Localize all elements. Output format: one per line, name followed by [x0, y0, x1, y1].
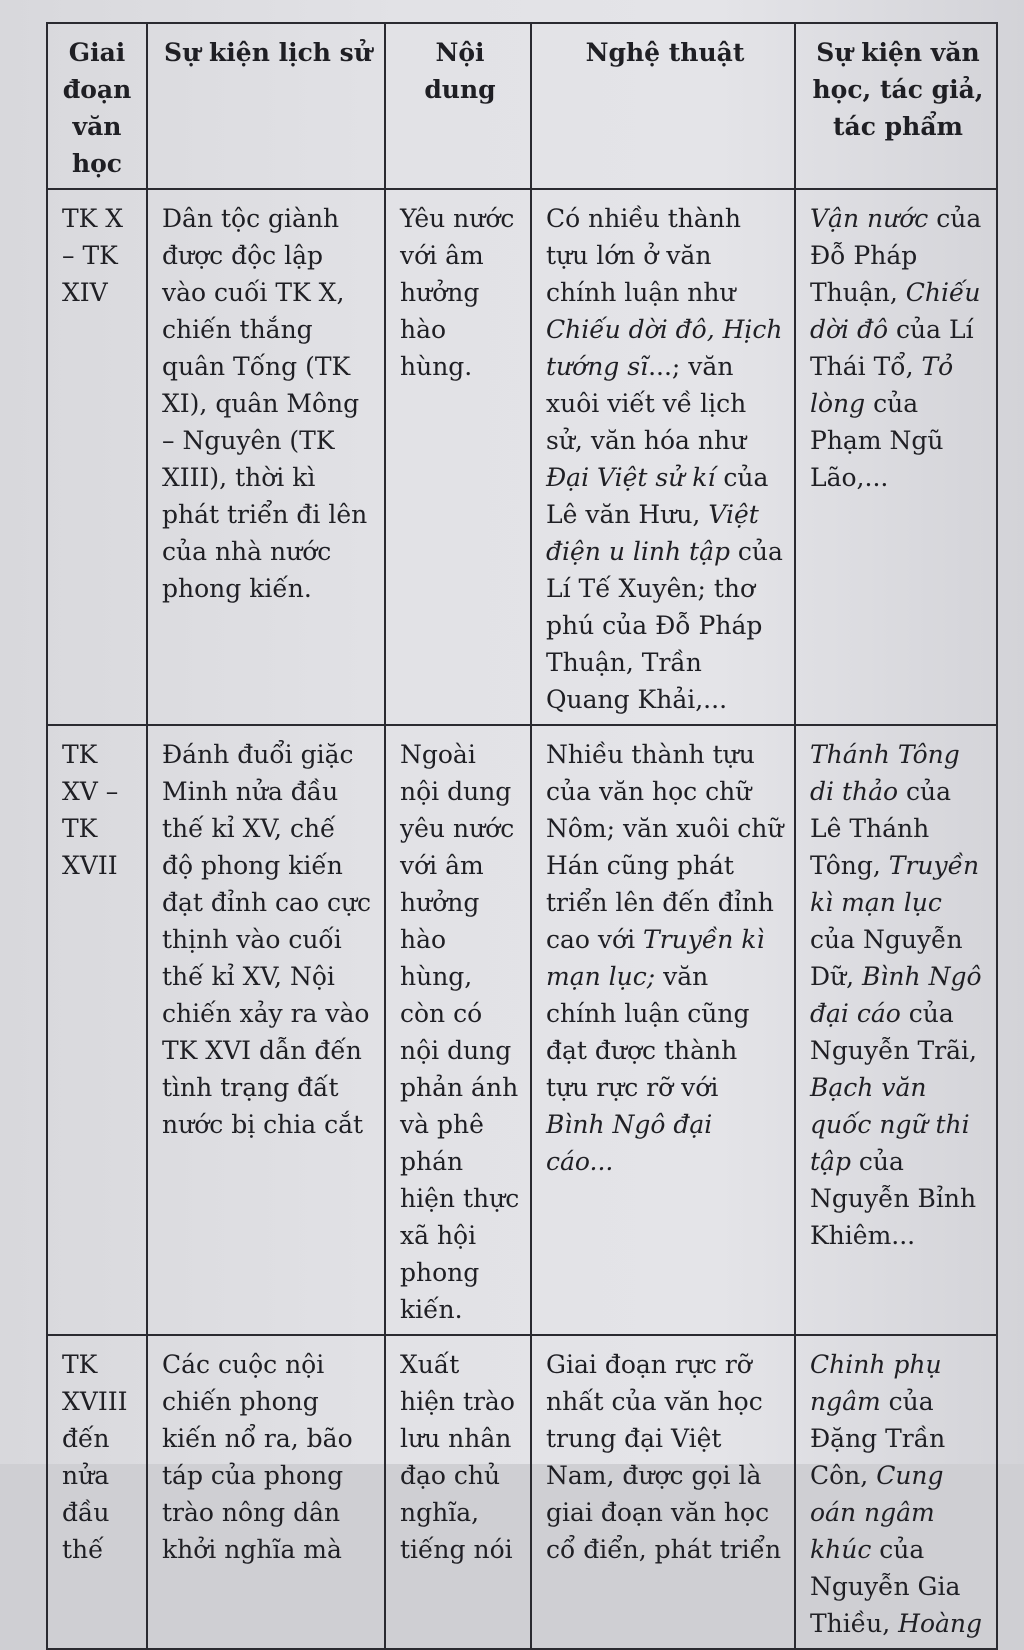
works-cell: Vận nước của Đỗ Pháp Thuận, Chiếu dời đô của Lí Thái Tổ, Tỏ lòng của Phạm Ngũ Lão,... [795, 189, 997, 725]
header-period: Giai đoạn văn học [47, 23, 147, 189]
content-cell: Xuất hiện trào lưu nhân đạo chủ nghĩa, tiếng nói [385, 1335, 531, 1649]
art-cell: Nhiều thành tựu của văn học chữ Nôm; văn xuôi chữ Hán cũng phát triển lên đến đỉnh cao với Truyền kì mạn lục; văn chính luận cũng đạt được thành tựu rực rỡ với Bình Ngô đại cáo... [531, 725, 795, 1335]
table-row [47, 1335, 997, 1649]
works-cell: Chinh phụ ngâm của Đặng Trần Côn, Cung oán ngâm khúc của Nguyễn Gia Thiều, Hoàng [795, 1335, 997, 1649]
history-cell: Đánh đuổi giặc Minh nửa đầu thế kỉ XV, chế độ phong kiến đạt đỉnh cao cực thịnh vào cuối thế kỉ XV, Nội chiến xảy ra vào TK XVI dẫn đến tình trạng đất nước bị chia cắt [147, 725, 385, 1335]
history-cell: Các cuộc nội chiến phong kiến nổ ra, bão táp của phong trào nông dân khởi nghĩa mà [147, 1335, 385, 1649]
art-cell: Giai đoạn rực rỡ nhất của văn học trung đại Việt Nam, được gọi là giai đoạn văn học cổ điển, phát triển [531, 1335, 795, 1649]
history-cell: Dân tộc giành được độc lập vào cuối TK X, chiến thắng quân Tống (TK XI), quân Mông – Nguyên (TK XIII), thời kì phát triển đi lên của nhà nước phong kiến. [147, 189, 385, 725]
header-content: Nội dung [385, 23, 531, 189]
content-cell: Yêu nước với âm hưởng hào hùng. [385, 189, 531, 725]
header-art: Nghệ thuật [531, 23, 795, 189]
literature-periods-table [46, 22, 998, 1650]
period-cell: TK XV – TK XVII [47, 725, 147, 1335]
period-cell: TK XVIII đến nửa đầu thế [47, 1335, 147, 1649]
header-history: Sự kiện lịch sử [147, 23, 385, 189]
table-row [47, 725, 997, 1335]
header-works: Sự kiện văn học, tác giả, tác phẩm [795, 23, 997, 189]
table-header-row [47, 23, 997, 189]
art-cell: Có nhiều thành tựu lớn ở văn chính luận như Chiếu dời đô, Hịch tướng sĩ...; văn xuôi viết về lịch sử, văn hóa như Đại Việt sử kí của Lê văn Hưu, Việt điện u linh tập của Lí Tế Xuyên; thơ phú của Đỗ Pháp Thuận, Trần Quang Khải,... [531, 189, 795, 725]
works-cell: Thánh Tông di thảo của Lê Thánh Tông, Truyền kì mạn lục của Nguyễn Dữ, Bình Ngô đại cáo của Nguyễn Trãi, Bạch văn quốc ngữ thi tập của Nguyễn Bỉnh Khiêm... [795, 725, 997, 1335]
period-cell: TK X – TK XIV [47, 189, 147, 725]
table-row [47, 189, 997, 725]
content-cell: Ngoài nội dung yêu nước với âm hưởng hào hùng, còn có nội dung phản ánh và phê phán hiện thực xã hội phong kiến. [385, 725, 531, 1335]
